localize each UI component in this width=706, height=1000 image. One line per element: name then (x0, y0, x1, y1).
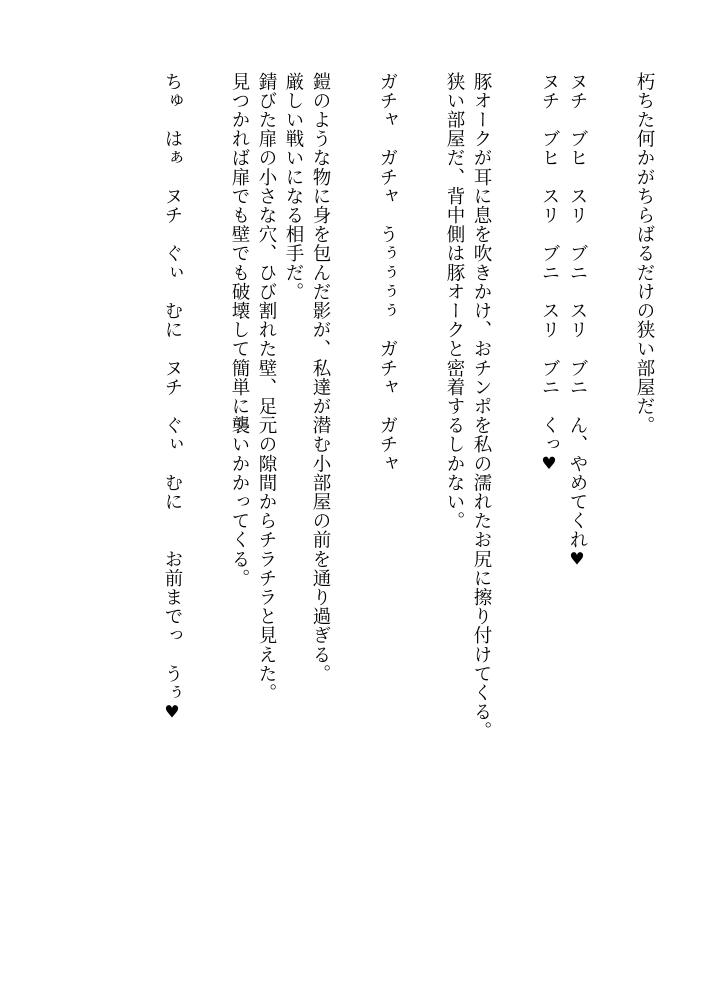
text-line-content: 狭い部屋だ、背中側は豚オークと密着するしかない。 (444, 72, 465, 531)
paragraph-gap (186, 72, 226, 832)
text-line-content: 豚オークが耳に息を吹きかけ、おチンポを私の濡れたお尻に擦り付けてくる。 (471, 72, 492, 741)
heart-icon: ♥ (567, 549, 587, 571)
text-line (563, 72, 591, 832)
text-line-content: 見つかれば扉でも壁でも破壊して簡単に襲いかかってくる。 (229, 72, 250, 588)
text-line-content: 厳しい戦いになる相手だ。 (283, 72, 304, 302)
heart-icon: ♥ (162, 702, 182, 723)
text-line-content: 朽ちた何かがちらばるだけの狭い部屋だ。 (634, 72, 655, 435)
text-line (535, 72, 563, 832)
text-line-content: 錆びた扉の小さな穴、ひび割れた壁、足元の隙間からチラチラと見えた。 (256, 72, 277, 703)
paragraph-gap (401, 72, 441, 832)
text-line (226, 72, 253, 832)
text-line (468, 72, 495, 832)
text-line (441, 72, 468, 832)
paragraph-gap (495, 72, 535, 832)
vertical-text-block (158, 72, 658, 832)
paragraph-gap (334, 72, 374, 832)
text-line (253, 72, 280, 832)
text-line (374, 72, 401, 832)
text-line (280, 72, 307, 832)
text-line-content: ちゅ はぁ ヌチ ぐぃ むに ヌチ ぐぃ むに お前までっ うぅ (162, 72, 183, 703)
paragraph-gap (591, 72, 631, 832)
text-line-content: 鎧のような物に身を包んだ影が、私達が潜む小部屋の前を通り過ぎる。 (310, 72, 331, 684)
text-line-content: ヌチ ブヒ スリ ブニ スリ ブニ ん、やめてくれ (567, 72, 588, 550)
text-line-content: ヌチ ブヒ スリ ブニ スリ ブニ くっ (539, 72, 560, 454)
text-line (158, 72, 186, 832)
text-line (307, 72, 334, 832)
text-line-content: ガチャ ガチャ うぅぅぅぅ ガチャ ガチャ (377, 72, 398, 474)
heart-icon: ♥ (539, 454, 559, 475)
text-line (631, 72, 658, 832)
